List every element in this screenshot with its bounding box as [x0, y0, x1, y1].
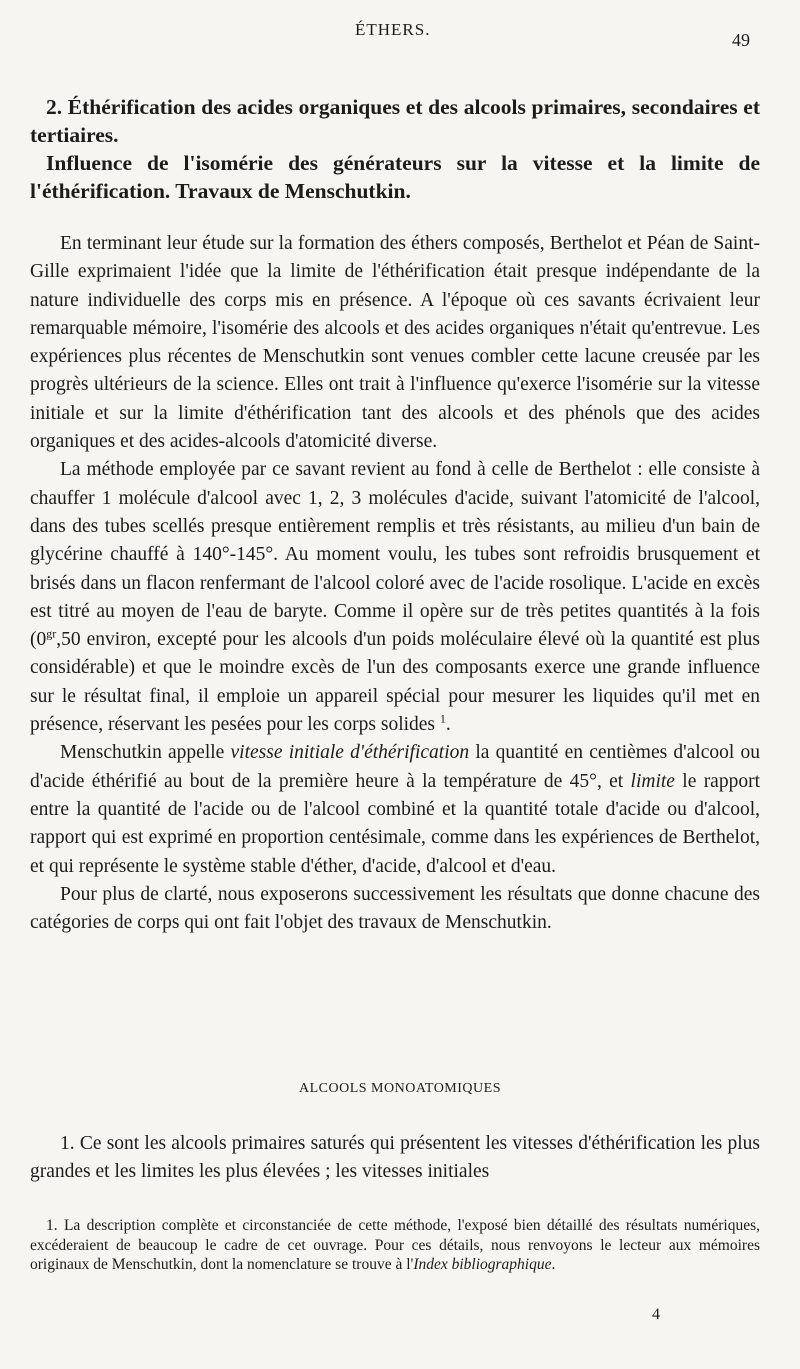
- paragraph-3: [30, 739, 760, 880]
- footnote-1: [30, 1216, 760, 1275]
- section-heading-line2: Influence de l'isomérie des générateurs sur la vitesse et la limite de l'éthérification. Travaux de Menschutkin.: [30, 151, 760, 203]
- unit-superscript: gr: [46, 626, 57, 641]
- paragraph-1: En terminant leur étude sur la formation des éthers composés, Berthelot et Péan de Saint-Gille exprimaient l'idée que la limite de l'éthérification était presque indépendante de la nature individuelle des corps mis en présence. A l'époque où ces savants écrivaient leur remarquable mémoire, l'isomérie des alcools et des acides organiques n'était qu'entrevue. Les expériences plus récentes de Menschutkin sont venues combler cette lacune creusée par les progrès ultérieurs de la science. Elles ont trait à l'influence qu'exerce l'isomérie sur la vitesse initiale et sur la limite d'éthérification tant des alcools et des phénols que des acides organiques et des acides-alcools d'atomicité diverse.: [30, 233, 760, 453]
- running-title: ÉTHERS.: [355, 20, 431, 39]
- term-limit: limite: [630, 770, 675, 792]
- paragraph-3-part-b: la quantité en centièmes d'alcool ou d'acide éthérifié au bout de la première heure à la température de 45°, et: [30, 742, 761, 792]
- paragraph-2-part-a: La méthode employée par ce savant revient au fond à celle de Berthelot : elle consiste à chauffer 1 molécule d'alcool avec 1, 2, 3 molécules d'acide, suivant l'atomicité de l'alcool, dans des tubes scellés presque entièrement remplis et très résistants, au milieu d'un bain de glycérine chauffé à 140°-145°. Au moment voulu, les tubes sont refroidis brusquement et brisés dans un flacon renfermant de l'alcool coloré avec de l'acide rosolique. L'acide en excès est titré au moyen de l'eau de baryte. Comme il opère sur de très petites quantités à la fois (0: [30, 459, 760, 651]
- footnote-reference[interactable]: 1: [439, 711, 446, 726]
- paragraph-2-part-b: ,50 environ, excepté pour les alcools d'un poids moléculaire élevé où la quantité est plus considérable) et que le moindre excès de l'un des composants exerce une grande influence sur le résultat final, il emploie un appareil spécial pour mesurer les liquides qu'il met en présence, réservant les pesées pour les corps solides: [30, 629, 760, 736]
- paragraph-2-end: .: [445, 714, 451, 736]
- footnote-index-reference: Index bibliographique: [413, 1256, 552, 1273]
- signature-mark: 4: [652, 1306, 660, 1323]
- footnote-text-b: .: [551, 1256, 556, 1273]
- section-heading-line1: 2. Éthérification des acides organiques et des alcools primaires, secondaires et tertiaires.: [30, 95, 760, 147]
- section-heading: [30, 93, 760, 205]
- page-number: 49: [732, 30, 750, 50]
- subsection-title: ALCOOLS MONOATOMIQUES: [299, 1081, 501, 1096]
- numbered-paragraph: [30, 1130, 760, 1187]
- term-initial-speed: vitesse initiale d'éthérification: [230, 742, 470, 764]
- paragraph-3-part-a: Menschutkin appelle: [60, 742, 231, 764]
- body-text: [30, 230, 760, 937]
- paragraph-3-part-c: le rapport entre la quantité de l'acide ou de l'alcool combiné et la quantité totale d'acide ou d'alcool, rapport qui est exprimé en proportion centésimale, comme dans les expériences de Berthelot, et qui représente le système stable d'éther, d'acide, d'alcool et d'eau.: [30, 770, 761, 877]
- footnote-text-a: 1. La description complète et circonstanciée de cette méthode, l'exposé bien détaillé des résultats numériques, excéderaient de beaucoup le cadre de cet ouvrage. Pour ces détails, nous renvoyons le lecteur aux mémoires originaux de Menschutkin, dont la nomenclature se trouve à l': [30, 1217, 760, 1273]
- running-head: [0, 20, 800, 50]
- numbered-paragraph-1: 1. Ce sont les alcools primaires saturés qui présentent les vitesses d'éthérification les plus grandes et les limites les plus élevées ; les vitesses initiales: [30, 1133, 760, 1183]
- footnote: [30, 1216, 760, 1275]
- paragraph-4: Pour plus de clarté, nous exposerons successivement les résultats que donne chacune des catégories de corps qui ont fait l'objet des travaux de Menschutkin.: [30, 883, 760, 934]
- paragraph-2: [30, 456, 760, 739]
